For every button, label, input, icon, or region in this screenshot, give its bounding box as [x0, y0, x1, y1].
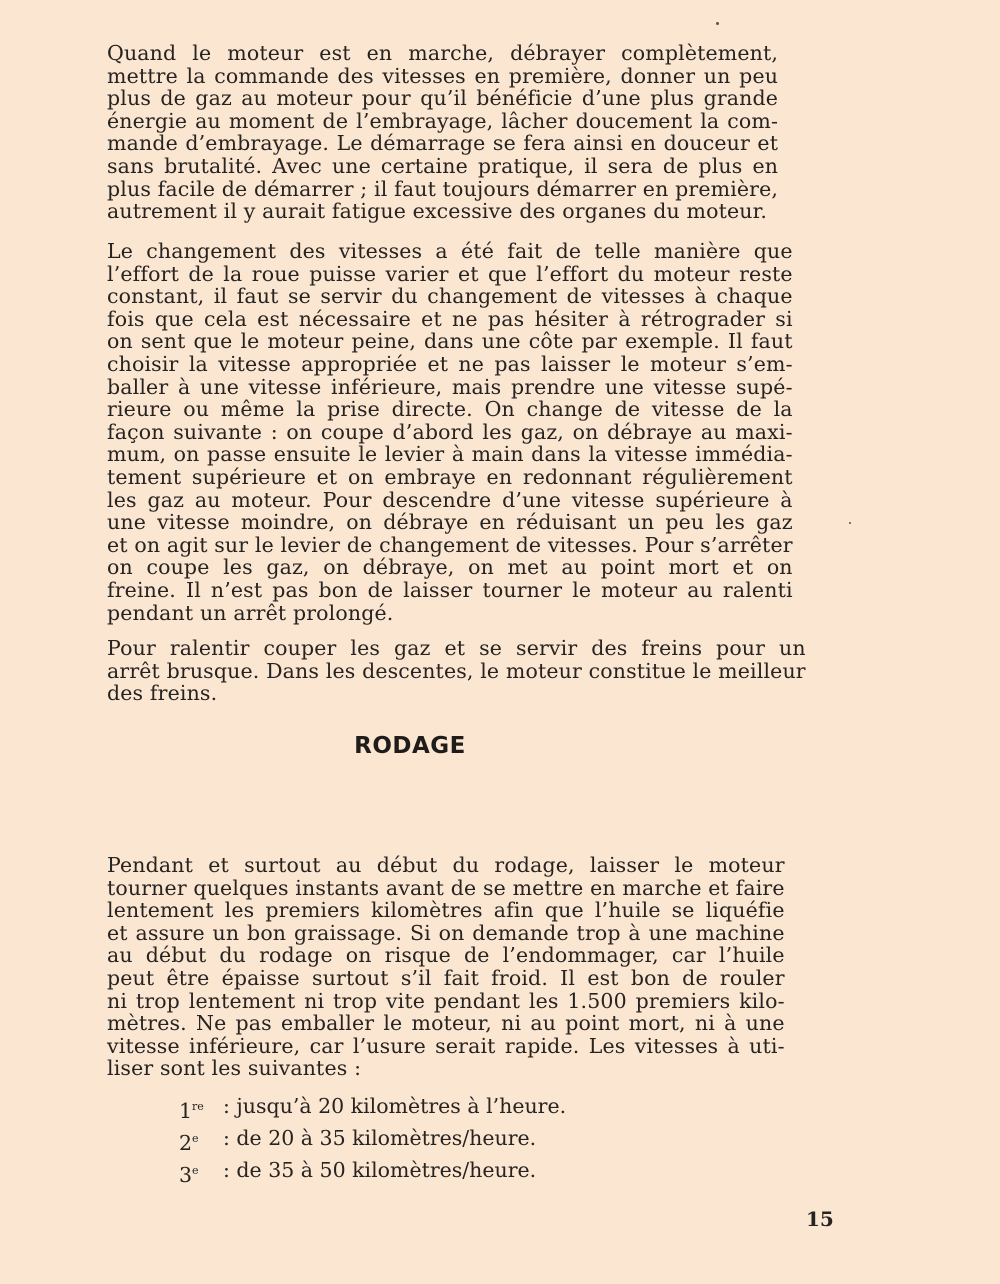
text-line: Pendant et surtout au début du rodage, laisser le moteur: [107, 853, 785, 877]
text-line: plus facile de démarrer ; il faut toujours démarrer en première,: [107, 176, 779, 201]
text-line: autrement il y aurait fatigue excessive des organes du moteur.: [107, 199, 768, 224]
speed-ordinal: 3e: [179, 1162, 199, 1187]
text-line: Pour ralentir couper les gaz et se servir des freins pour un: [107, 636, 806, 660]
text-line: Le changement des vitesses a été fait de telle manière que: [107, 239, 793, 263]
paragraph-slowing-down: [107, 637, 806, 705]
text-line: baller à une vitesse inférieure, mais prendre une vitesse supé-: [107, 374, 793, 399]
speed-list: [179, 1093, 566, 1188]
text-line: on sent que le moteur peine, dans une côte par exemple. Il faut: [107, 329, 793, 354]
text-line: vitesse inférieure, car l’usure serait rapide. Les vitesses à uti-: [107, 1033, 785, 1058]
speed-list-item: [179, 1157, 566, 1189]
text-line: les gaz au moteur. Pour descendre d’une vitesse supérieure à: [107, 487, 793, 512]
text-line: constant, il faut se servir du changement de vitesses à chaque: [107, 284, 793, 309]
speed-ordinal: 1re: [179, 1098, 204, 1123]
speed-list-item: [179, 1093, 566, 1125]
text-line: mum, on passe ensuite le levier à main dans la vitesse immédia-: [107, 442, 793, 467]
text-line: au début du rodage on risque de l’endommager, car l’huile: [107, 943, 785, 968]
text-line: ni trop lentement ni trop vite pendant les 1.500 premiers kilo-: [107, 988, 785, 1013]
text-line: arrêt brusque. Dans les descentes, le moteur constitue le meilleur: [107, 658, 806, 683]
text-line: rieure ou même la prise directe. On change de vitesse de la: [107, 397, 793, 422]
text-line: on coupe les gaz, on débraye, on met au point mort et on: [107, 555, 793, 580]
text-line: Quand le moteur est en marche, débrayer complètement,: [107, 41, 779, 65]
text-line: mande d’embrayage. Le démarrage se fera ainsi en douceur et: [107, 131, 779, 156]
paragraph-running-in: [107, 854, 785, 1080]
text-line: tement supérieure et on embraye en redonnant régulièrement: [107, 464, 793, 489]
paragraph-gear-changing: [107, 240, 793, 624]
section-heading: RODAGE: [354, 733, 466, 759]
speed-range-text: : de 35 à 50 kilomètres/heure.: [223, 1157, 537, 1182]
page-number: 15: [806, 1207, 834, 1231]
text-line: et assure un bon graissage. Si on demande trop à une machine: [107, 920, 785, 945]
speed-range-text: : de 20 à 35 kilomètres/heure.: [223, 1125, 537, 1150]
text-line: tourner quelques instants avant de se mettre en marche et faire: [107, 875, 785, 900]
paper-speck: [849, 522, 851, 524]
speed-range-text: : jusqu’à 20 kilomètres à l’heure.: [223, 1094, 567, 1118]
text-line: sans brutalité. Avec une certaine pratique, il sera de plus en: [107, 153, 779, 178]
text-line: mettre la commande des vitesses en première, donner un peu: [107, 63, 779, 88]
text-line: énergie au moment de l’embrayage, lâcher doucement la com-: [107, 108, 779, 133]
text-line: plus de gaz au moteur pour qu’il bénéficie d’une plus grande: [107, 86, 779, 111]
speed-list-item: [179, 1125, 566, 1157]
text-line: une vitesse moindre, on débraye en réduisant un peu les gaz: [107, 510, 793, 535]
text-line: et on agit sur le levier de changement de vitesses. Pour s’arrêter: [107, 532, 793, 557]
text-line: freine. Il n’est pas bon de laisser tourner le moteur au ralenti: [107, 577, 793, 602]
text-line: lentement les premiers kilomètres afin que l’huile se liquéfie: [107, 898, 785, 923]
speed-ordinal: 2e: [179, 1130, 199, 1155]
text-line: façon suivante : on coupe d’abord les gaz, on débraye au maxi-: [107, 419, 793, 444]
paper-speck: [716, 22, 719, 25]
paragraph-starting: [107, 42, 778, 223]
text-line: liser sont les suivantes :: [107, 1056, 362, 1081]
text-line: l’effort de la roue puisse varier et que l’effort du moteur reste: [107, 261, 793, 286]
text-line: pendant un arrêt prolongé.: [107, 600, 394, 625]
text-line: mètres. Ne pas emballer le moteur, ni au point mort, ni à une: [107, 1011, 785, 1036]
text-line: des freins.: [107, 681, 218, 706]
text-line: choisir la vitesse appropriée et ne pas laisser le moteur s’em-: [107, 351, 793, 376]
text-line: peut être épaisse surtout s’il fait froid. Il est bon de rouler: [107, 965, 785, 990]
text-line: fois que cela est nécessaire et ne pas hésiter à rétrograder si: [107, 306, 793, 331]
